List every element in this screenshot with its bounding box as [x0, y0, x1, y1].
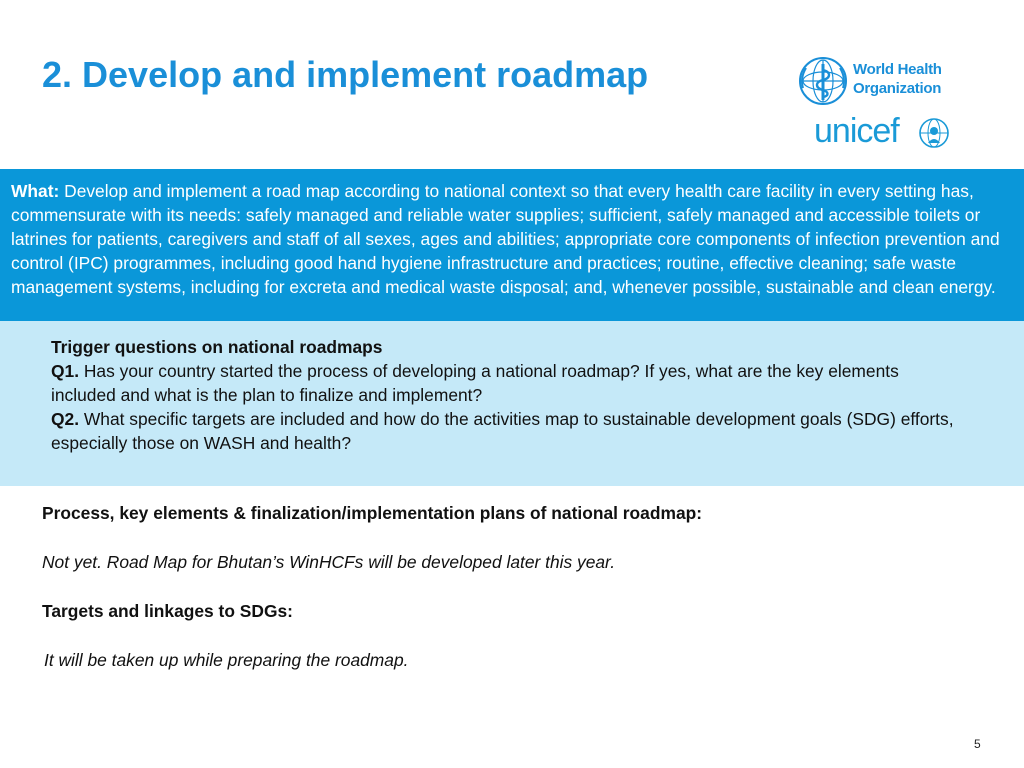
- trigger-heading: Trigger questions on national roadmaps: [51, 337, 383, 357]
- process-answer: Not yet. Road Map for Bhutan’s WinHCFs will be developed later this year.: [42, 552, 616, 572]
- page-title: 2. Develop and implement roadmap: [42, 54, 649, 95]
- question-1: [51, 359, 964, 407]
- what-description-panel: [0, 169, 1024, 321]
- page-number: 5: [974, 737, 981, 751]
- unicef-globe-icon: [918, 117, 950, 149]
- what-text: Develop and implement a road map according to national context so that every health care facility in every setting has, commensurate with its needs: safely managed and reliable water supplies; sufficient, safely managed and accessible toilets or latrines for patients, caregivers and staff of all sexes, ages and abilities; appropriate core components of infection prevention and control (IPC) programmes, including good hand hygiene infrastructure and practices; routine, effective cleaning; safe waste management systems, including for excreta and medical waste disposal; and, whenever possible, sustainable and clean energy.: [11, 181, 1000, 297]
- question-2-label: Q2.: [51, 409, 80, 429]
- question-2: [51, 407, 964, 455]
- trigger-questions-panel: [0, 321, 1024, 486]
- who-emblem-icon: [798, 56, 848, 106]
- question-2-text: What specific targets are included and how do the activities map to sustainable development goals (SDG) efforts, especially those on WASH and health?: [51, 409, 954, 453]
- process-heading: Process, key elements & finalization/implementation plans of national roadmap:: [42, 503, 703, 523]
- who-logo-text: World Health Organization: [853, 61, 942, 97]
- who-logo: [798, 56, 958, 106]
- question-1-label: Q1.: [51, 361, 80, 381]
- unicef-logo-text: unicef: [814, 112, 899, 150]
- question-1-text: Has your country started the process of developing a national roadmap? If yes, what are the key elements included and what is the plan to finalize and implement?: [51, 361, 899, 405]
- targets-answer: It will be taken up while preparing the roadmap.: [44, 650, 409, 670]
- unicef-logo: [814, 114, 954, 154]
- what-label: What:: [11, 181, 60, 201]
- targets-heading: Targets and linkages to SDGs:: [42, 601, 293, 621]
